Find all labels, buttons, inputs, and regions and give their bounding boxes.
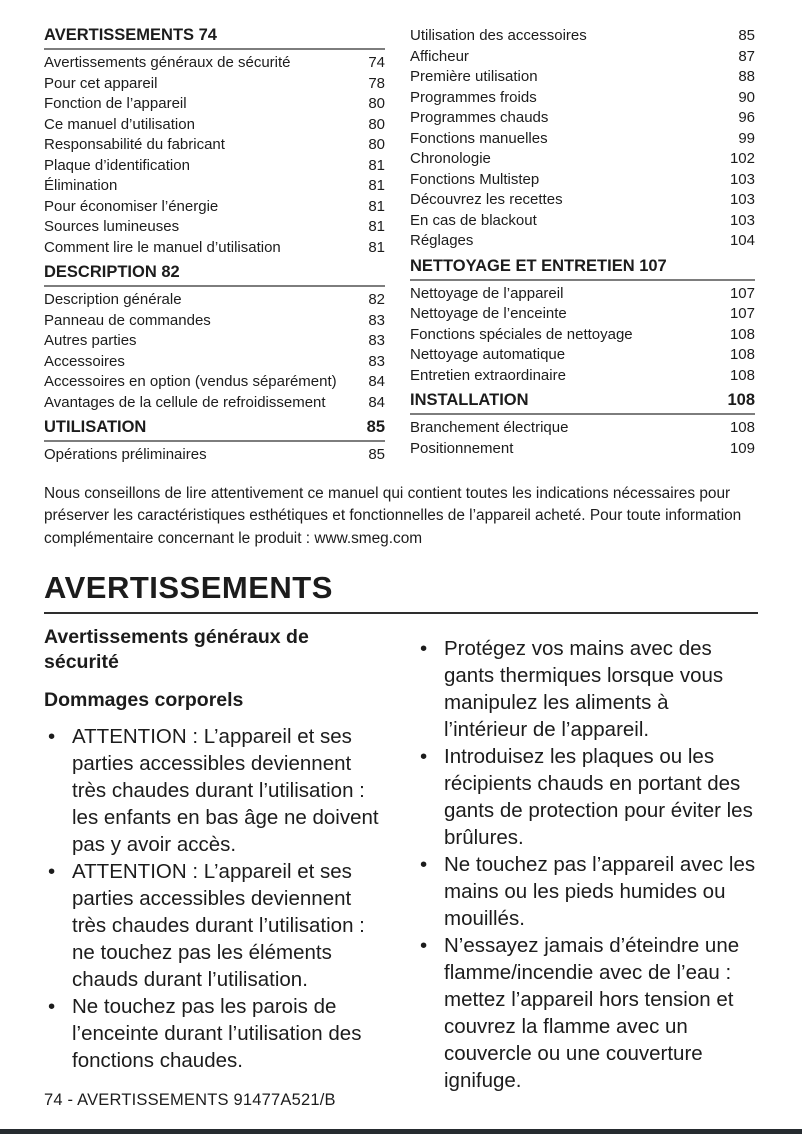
toc-section <box>44 26 385 258</box>
toc-entry-page: 83 <box>368 311 385 329</box>
toc-entry-label: Sources lumineuses <box>44 218 180 235</box>
toc-item-list <box>410 418 755 459</box>
toc-entry-label: Nettoyage de l’enceinte <box>410 305 567 322</box>
bullet-item <box>44 723 390 858</box>
toc-section-page: 108 <box>727 391 755 409</box>
toc-section-title: AVERTISSEMENTS 74 <box>44 26 217 44</box>
toc-entry <box>44 53 385 74</box>
toc-entry-page: 103 <box>729 170 755 188</box>
bullet-text: Protégez vos mains avec des gants thermiques lorsque vous manipulez les aliments à l’intérieur de l’appareil. <box>444 637 724 741</box>
toc-entry-page: 102 <box>729 150 755 167</box>
toc-entry-page: 108 <box>729 366 755 384</box>
page-title: AVERTISSEMENTS <box>44 570 333 605</box>
toc-entry-label: Avertissements généraux de sécurité <box>44 54 291 71</box>
bullet-icon <box>44 723 72 858</box>
toc-entry-label: Fonctions spéciales de nettoyage <box>410 325 633 343</box>
toc-entry <box>44 176 385 197</box>
bullet-icon <box>44 993 72 1074</box>
toc-entry-page: 85 <box>738 27 755 44</box>
toc-section-header <box>44 26 385 50</box>
toc-entry-label: Avantages de la cellule de refroidissement <box>44 393 326 411</box>
toc-entry <box>410 67 755 88</box>
toc-entry-page: 80 <box>368 115 385 133</box>
toc-entry <box>44 445 385 466</box>
toc-entry-label: En cas de blackout <box>410 211 537 229</box>
toc-entry-label: Accessoires en option (vendus séparément) <box>44 373 337 390</box>
toc-entry-label: Programmes froids <box>410 88 537 106</box>
toc-entry-label: Responsabilité du fabricant <box>44 136 225 153</box>
toc-entry <box>410 366 755 387</box>
bullet-icon <box>416 932 444 1094</box>
toc-entry-label: Nettoyage de l’appareil <box>410 284 564 302</box>
toc-entry-label: Branchement électrique <box>410 419 569 436</box>
toc-entry-label: Première utilisation <box>410 68 538 85</box>
bottom-bar <box>0 1129 802 1134</box>
toc-entry-page: 90 <box>738 88 755 106</box>
toc-entry-page: 83 <box>368 332 385 349</box>
toc-section <box>410 257 755 387</box>
toc-section <box>410 26 755 252</box>
bullet-item <box>416 932 756 1094</box>
toc-entry <box>410 211 755 232</box>
section-subheading: Dommages corporels <box>44 689 244 711</box>
toc-entry-label: Pour économiser l’énergie <box>44 197 219 215</box>
toc-item-list <box>44 53 385 258</box>
bullet-item <box>44 993 390 1074</box>
toc-entry <box>410 418 755 439</box>
toc-section-title: INSTALLATION <box>410 391 529 409</box>
toc-entry-label: Utilisation des accessoires <box>410 27 587 44</box>
toc-item-list <box>410 284 755 387</box>
toc-entry <box>44 156 385 177</box>
toc-entry <box>410 149 755 170</box>
toc-section-header <box>44 418 385 442</box>
toc-section-header <box>410 391 755 415</box>
bullet-item <box>416 635 756 743</box>
toc-entry-page: 99 <box>738 129 755 147</box>
toc-entry-label: Nettoyage automatique <box>410 346 566 363</box>
toc-entry-page: 81 <box>368 197 385 215</box>
toc-entry-label: Fonctions Multistep <box>410 170 540 188</box>
bullet-text: Ne touchez pas les parois de l’enceinte durant l’utilisation des fonctions chaudes. <box>72 995 362 1072</box>
toc-entry <box>44 393 385 414</box>
toc-entry-page: 74 <box>368 54 385 71</box>
toc-section-title: NETTOYAGE ET ENTRETIEN 107 <box>410 256 667 275</box>
toc-entry-page: 83 <box>368 352 385 370</box>
toc-entry-label: Fonctions manuelles <box>410 129 548 147</box>
toc-item-list <box>44 445 385 466</box>
toc-entry-page: 109 <box>729 439 755 457</box>
toc-entry-label: Accessoires <box>44 352 125 370</box>
toc-entry-page: 81 <box>368 177 385 194</box>
toc-entry <box>410 304 755 325</box>
toc-entry-page: 108 <box>729 419 755 436</box>
toc-entry-label: Panneau de commandes <box>44 311 211 329</box>
toc-entry-label: Chronologie <box>410 150 491 167</box>
toc-entry-page: 103 <box>729 191 755 208</box>
toc-section <box>44 418 385 466</box>
toc-entry <box>44 115 385 136</box>
toc-entry-page: 80 <box>368 136 385 153</box>
toc-entry <box>410 325 755 346</box>
toc-entry-page: 96 <box>738 109 755 126</box>
toc-entry <box>44 238 385 259</box>
bullet-text: ATTENTION : L’appareil et ses parties accessibles deviennent très chaudes durant l’utilisation : ne touchez pas les éléments chauds durant l’utilisation. <box>72 860 365 991</box>
intro-paragraph: Nous conseillons de lire attentivement ce manuel qui contient toutes les indications nécessaires pour préserver les caractéristiques esthétiques et fonctionnelles de l’appareil acheté. Pour toute information complémentaire concernant le produit : www.smeg.com <box>44 484 742 547</box>
toc-entry-label: Réglages <box>410 232 474 249</box>
toc-entry-label: Fonction de l’appareil <box>44 95 187 112</box>
toc-entry <box>44 135 385 156</box>
toc-entry <box>410 170 755 191</box>
toc-entry <box>410 231 755 252</box>
toc-entry <box>44 331 385 352</box>
toc-section-title: DESCRIPTION 82 <box>44 263 180 281</box>
toc-entry-page: 108 <box>729 346 755 363</box>
bullet-item <box>416 743 756 851</box>
toc-section-header <box>44 263 385 287</box>
toc-section-title: UTILISATION <box>44 418 147 436</box>
toc-entry <box>44 311 385 332</box>
toc-entry-label: Ce manuel d’utilisation <box>44 115 195 133</box>
toc-entry-page: 84 <box>368 373 385 390</box>
toc-entry-label: Programmes chauds <box>410 109 549 126</box>
body-column-left <box>44 625 390 1094</box>
toc-entry <box>410 88 755 109</box>
bullet-item <box>416 851 756 932</box>
toc-entry-page: 81 <box>368 238 385 256</box>
bullet-text: ATTENTION : L’appareil et ses parties accessibles deviennent très chaudes durant l’utilisation : les enfants en bas âge ne doivent pas y avoir accès. <box>72 725 379 856</box>
toc-entry-page: 78 <box>368 74 385 92</box>
table-of-contents <box>44 26 758 466</box>
toc-entry-page: 81 <box>368 156 385 174</box>
section-heading: Avertissements généraux de sécurité <box>44 626 309 673</box>
toc-entry-page: 103 <box>729 211 755 229</box>
toc-entry <box>44 197 385 218</box>
title-rule <box>44 612 758 614</box>
toc-section-header <box>410 257 755 281</box>
toc-entry <box>44 372 385 393</box>
toc-entry-page: 82 <box>368 291 385 308</box>
bullet-icon <box>416 635 444 743</box>
bullet-icon <box>44 858 72 993</box>
warnings-body <box>44 625 758 1094</box>
toc-entry-page: 108 <box>729 325 755 343</box>
toc-entry <box>410 439 755 460</box>
toc-entry <box>410 108 755 129</box>
toc-entry-label: Autres parties <box>44 332 137 349</box>
toc-entry-page: 81 <box>368 218 385 235</box>
toc-entry <box>44 94 385 115</box>
toc-entry <box>410 129 755 150</box>
toc-entry-page: 107 <box>729 305 755 322</box>
toc-entry <box>410 47 755 68</box>
toc-entry-label: Entretien extraordinaire <box>410 366 566 384</box>
toc-entry-label: Découvrez les recettes <box>410 191 563 208</box>
bullet-text: Ne touchez pas l’appareil avec les mains ou les pieds humides ou mouillés. <box>444 853 756 930</box>
toc-entry-page: 87 <box>738 47 755 65</box>
toc-column-right <box>410 26 755 466</box>
toc-entry <box>44 217 385 238</box>
toc-entry <box>410 284 755 305</box>
toc-column-left <box>44 26 385 466</box>
toc-entry-page: 107 <box>729 284 755 302</box>
toc-entry <box>44 290 385 311</box>
toc-entry-label: Élimination <box>44 177 118 194</box>
toc-entry-page: 88 <box>738 68 755 85</box>
bullet-text: Introduisez les plaques ou les récipients chauds en portant des gants de protection pour éviter les brûlures. <box>444 745 753 849</box>
toc-item-list <box>44 290 385 413</box>
toc-item-list <box>410 26 755 252</box>
toc-entry-label: Plaque d’identification <box>44 156 190 174</box>
toc-section <box>44 263 385 413</box>
toc-entry-label: Pour cet appareil <box>44 74 158 92</box>
bullet-icon <box>416 851 444 932</box>
toc-entry-page: 85 <box>368 446 385 463</box>
toc-entry-page: 104 <box>729 232 755 249</box>
toc-entry <box>410 190 755 211</box>
bullet-list <box>416 635 756 1094</box>
toc-entry <box>410 26 755 47</box>
toc-entry-page: 84 <box>368 393 385 411</box>
toc-entry-label: Description générale <box>44 291 182 308</box>
bullet-text: N’essayez jamais d’éteindre une flamme/incendie avec de l’eau : mettez l’appareil hors tension et couvrez la flamme avec un couvercle ou une couverture ignifuge. <box>444 934 740 1092</box>
bullet-list <box>44 723 390 1074</box>
toc-section <box>410 391 755 459</box>
toc-entry <box>410 345 755 366</box>
body-column-right <box>416 625 756 1094</box>
bullet-item <box>44 858 390 993</box>
toc-entry-label: Comment lire le manuel d’utilisation <box>44 238 281 256</box>
toc-entry-label: Afficheur <box>410 47 469 65</box>
toc-entry <box>44 352 385 373</box>
toc-entry-page: 80 <box>368 95 385 112</box>
toc-entry-label: Opérations préliminaires <box>44 446 207 463</box>
page-footer: 74 - AVERTISSEMENTS 91477A521/B <box>44 1091 336 1109</box>
toc-entry <box>44 74 385 95</box>
bullet-icon <box>416 743 444 851</box>
toc-section-page: 85 <box>366 418 385 436</box>
toc-entry-label: Positionnement <box>410 439 514 457</box>
